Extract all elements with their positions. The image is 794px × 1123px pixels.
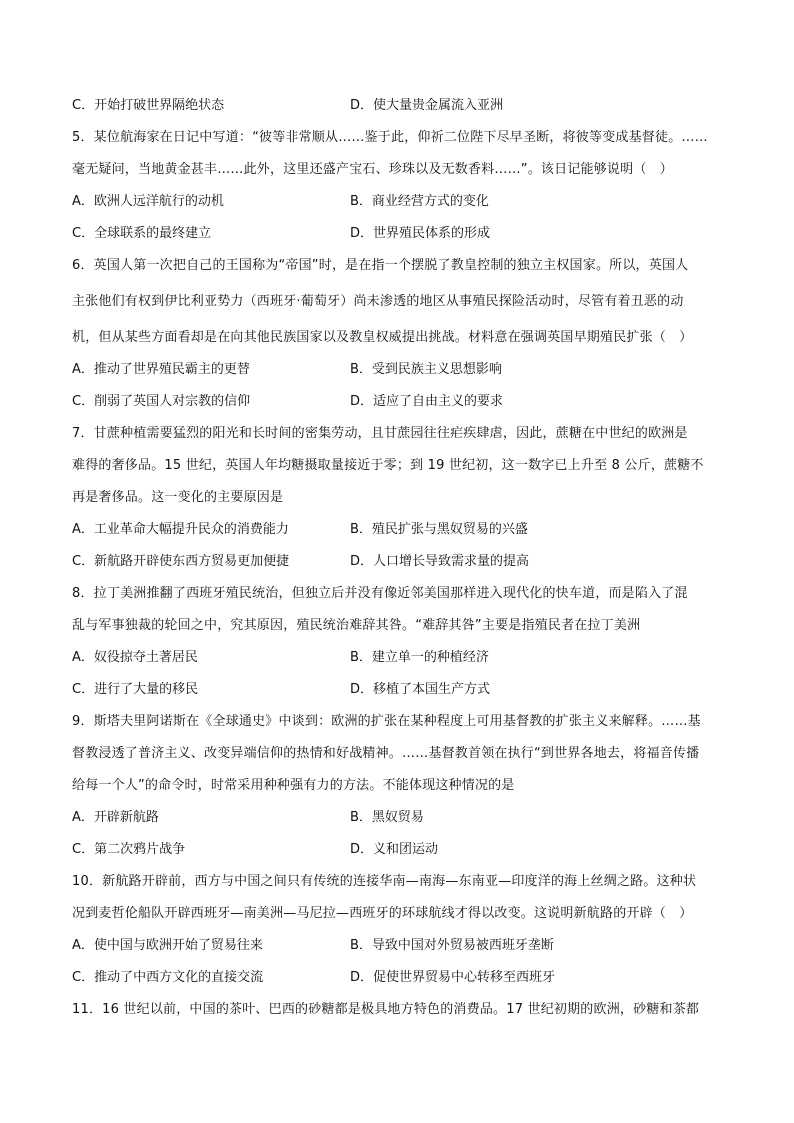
option-d: D．世界殖民体系的形成 [350, 226, 491, 241]
option-row [72, 840, 722, 860]
option-d: D．促使世界贸易中心转移至西班牙 [350, 970, 556, 985]
option-b: B．导致中国对外贸易被西班牙垄断 [350, 938, 554, 953]
question-stem-line: 8．拉丁美洲推翻了西班牙殖民统治，但独立后并没有像近邻美国那样进入现代化的快车道，而是陷入了混 [72, 586, 688, 601]
question-stem-line: 11．16 世纪以前，中国的茶叶、巴西的砂糖都是极具地方特色的消费品。17 世纪初期的欧洲，砂糖和茶都 [72, 1002, 700, 1017]
question-stem-line: 督教浸透了普济主义、改变异端信仰的热情和好战精神。……基督教首领在执行“到世界各地去，将福音传播 [72, 746, 700, 761]
question-stem-line: 7．甘蔗种植需要猛烈的阳光和长时间的密集劳动，且甘蔗园往往疟疾肆虐，因此，蔗糖在中世纪的欧洲是 [72, 426, 688, 441]
option-c: C．开始打破世界隔绝状态 [72, 98, 225, 113]
option-a: A．欧洲人远洋航行的动机 [72, 194, 224, 209]
option-b: B．商业经营方式的变化 [350, 194, 489, 209]
question-11 [72, 1000, 722, 1020]
question-stem-line: 难得的奢侈品。15 世纪，英国人年均糖摄取量接近于零；到 19 世纪初，这一数字已上升至 8 公斤，蔗糖不 [72, 458, 704, 473]
option-c: C．第二次鸦片战争 [72, 842, 186, 857]
question-stem-line: 毫无疑问，当地黄金甚丰……此外，这里还盛产宝石、珍珠以及无数香料……”。该日记能够说明（ ） [72, 162, 673, 177]
question-stem-line: 再是奢侈品。这一变化的主要原因是 [72, 490, 284, 505]
option-b: B．建立单一的种植经济 [350, 650, 489, 665]
question-6 [72, 256, 722, 412]
option-b: B．受到民族主义思想影响 [350, 362, 502, 377]
option-a: A．推动了世界殖民霸主的更替 [72, 362, 250, 377]
question-stem-line: 10．新航路开辟前，西方与中国之间只有传统的连接华南—南海—东南亚—印度洋的海上丝绸之路。这种状 [72, 874, 697, 889]
option-row [72, 648, 722, 668]
option-row [72, 96, 722, 116]
option-a: A．工业革命大幅提升民众的消费能力 [72, 522, 289, 537]
option-row [72, 192, 722, 212]
option-row [72, 392, 722, 412]
question-stem-line: 9．斯塔夫里阿诺斯在《全球通史》中谈到：欧洲的扩张在某种程度上可用基督教的扩张主义来解释。……基 [72, 714, 701, 729]
option-row [72, 808, 722, 828]
option-row [72, 360, 722, 380]
option-c: C．进行了大量的移民 [72, 682, 199, 697]
option-row [72, 224, 722, 244]
option-row [72, 968, 722, 988]
option-c: C．全球联系的最终建立 [72, 226, 212, 241]
option-d: D．人口增长导致需求量的提高 [350, 554, 530, 569]
option-row [72, 520, 722, 540]
question-stem-line: 机，但从某些方面看却是在向其他民族国家以及教皇权威提出挑战。材料意在强调英国早期殖民扩张（ ） [72, 330, 693, 345]
option-b: B．殖民扩张与黑奴贸易的兴盛 [350, 522, 528, 537]
option-d: D．适应了自由主义的要求 [350, 394, 504, 409]
option-a: A．使中国与欧洲开始了贸易往来 [72, 938, 263, 953]
option-c: C．推动了中西方文化的直接交流 [72, 970, 264, 985]
option-b: B．黑奴贸易 [350, 810, 424, 825]
question-9 [72, 712, 722, 860]
question-stem-line: 5．某位航海家在日记中写道：“彼等非常顺从……鉴于此，仰祈二位陛下尽早圣断，将彼等变成基督徒。…… [72, 130, 708, 145]
question-8 [72, 584, 722, 700]
question-10 [72, 872, 722, 988]
question-stem-line: 乱与军事独裁的轮回之中，究其原因，殖民统治难辞其咎。“难辞其咎”主要是指殖民者在拉丁美洲 [72, 618, 641, 633]
question-stem-line: 6．英国人第一次把自己的王国称为“帝国”时，是在指一个摆脱了教皇控制的独立主权国家。所以，英国人 [72, 258, 689, 273]
exam-page [72, 96, 722, 1020]
option-c: C．削弱了英国人对宗教的信仰 [72, 394, 251, 409]
question-5 [72, 128, 722, 244]
option-row [72, 680, 722, 700]
option-a: A．开辟新航路 [72, 810, 159, 825]
option-a: A．奴役掠夺土著居民 [72, 650, 198, 665]
question-7 [72, 424, 722, 572]
option-row [72, 936, 722, 956]
option-d: D．使大量贵金属流入亚洲 [350, 98, 504, 113]
question-stem-line: 给每一个人”的命令时，时常采用种种强有力的方法。不能体现这种情况的是 [72, 778, 515, 793]
question-stem-line: 主张他们有权到伊比利亚势力（西班牙·葡萄牙）尚未渗透的地区从事殖民探险活动时，尽管有着丑恶的动 [72, 294, 684, 309]
question-stem-line: 况到麦哲伦船队开辟西班牙—南美洲—马尼拉—西班牙的环球航线才得以改变。这说明新航路的开辟（ ） [72, 906, 693, 921]
option-row [72, 552, 722, 572]
option-d: D．移植了本国生产方式 [350, 682, 491, 697]
option-d: D．义和团运动 [350, 842, 439, 857]
option-c: C．新航路开辟使东西方贸易更加便捷 [72, 554, 290, 569]
